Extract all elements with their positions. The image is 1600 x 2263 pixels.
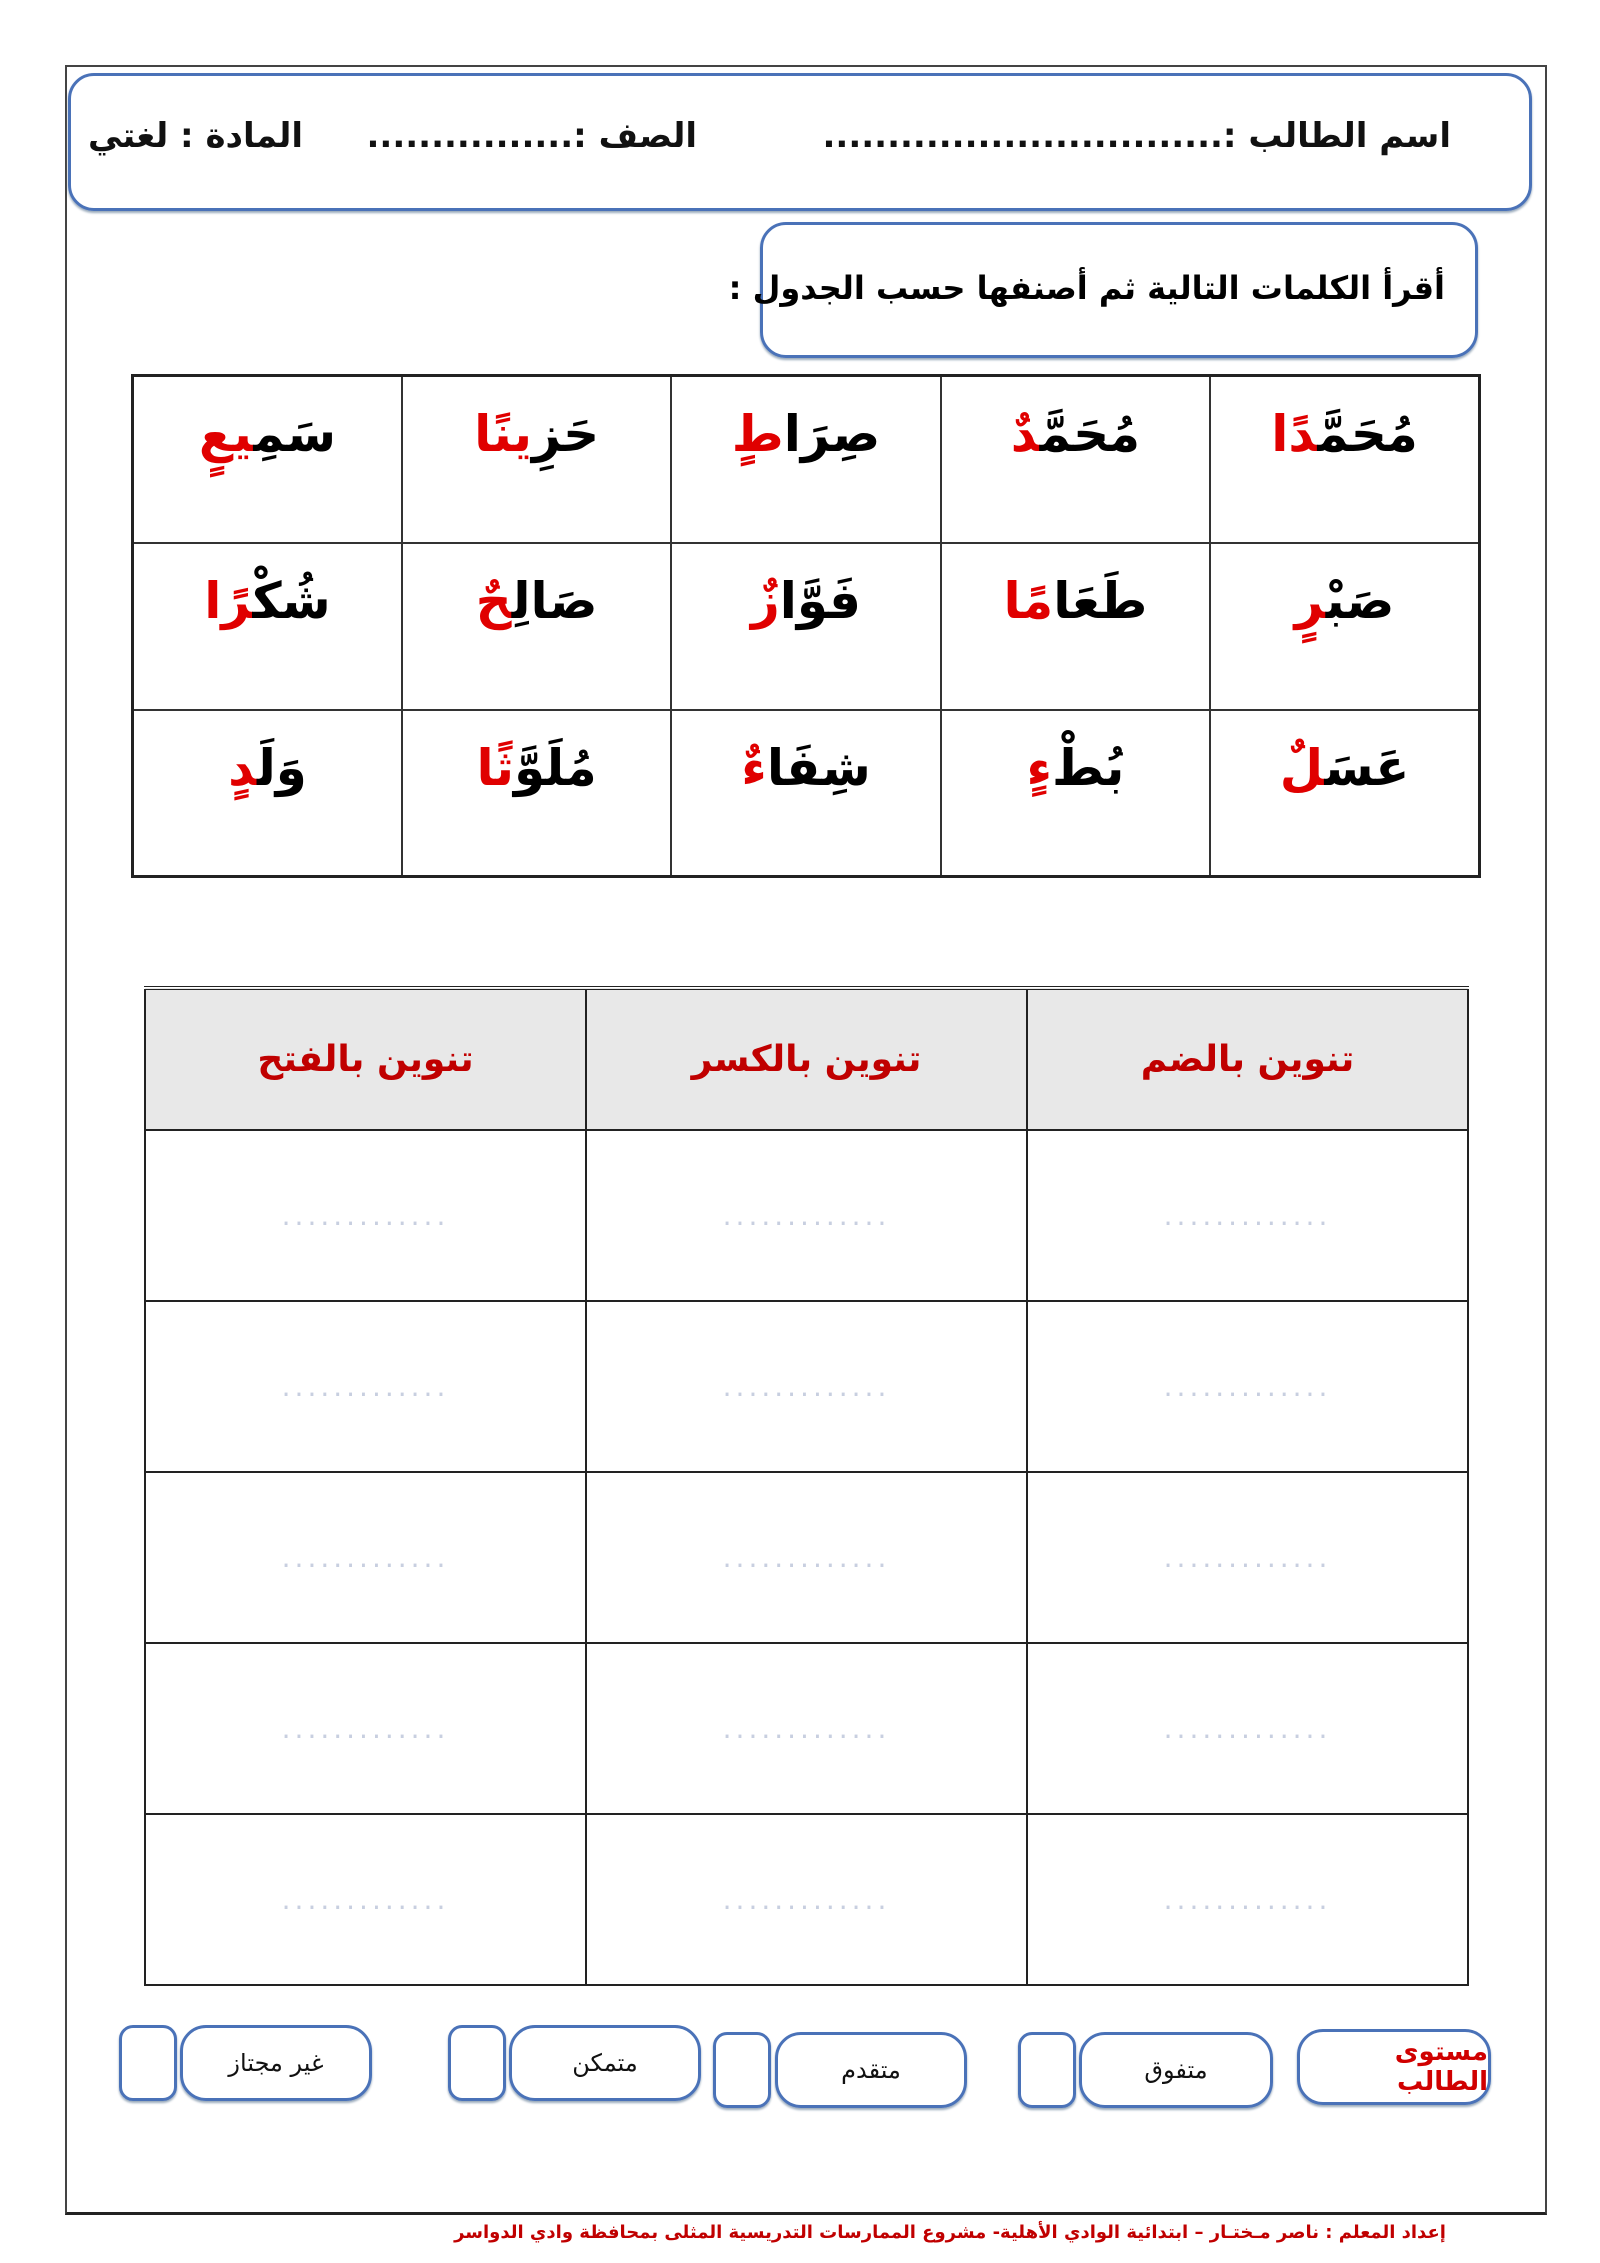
answer-row [145, 1814, 1468, 1985]
footer-credit: إعداد المعلم : ناصر مـختـار – ابتدائية الوادي الأهلية- مشروع الممارسات التدريسية المثلى بمحافظة وادي الدواسر [454, 2222, 1446, 2243]
word-stem: مُحَمَّ [1039, 405, 1141, 463]
word-stem: شُكْ [252, 571, 331, 630]
word-cell [671, 543, 940, 710]
word-ending-highlight: دٍ [228, 738, 257, 797]
answer-cell[interactable]: ............. [1027, 1814, 1468, 1985]
word-stem: مُلَوَّ [514, 738, 597, 797]
answer-cell[interactable]: ............. [586, 1643, 1027, 1814]
word-stem: صَالِ [511, 571, 598, 630]
answer-row [145, 1301, 1468, 1472]
student-level-title [1297, 2029, 1491, 2105]
student-info-box [68, 73, 1532, 211]
level-advanced [775, 2032, 967, 2108]
answer-cell[interactable]: ............. [586, 1814, 1027, 1985]
level-not-passed-label: غير مجتاز [228, 2049, 324, 2077]
word-cell [941, 543, 1210, 710]
level-not-passed [180, 2025, 372, 2101]
word-stem: عَسَ [1324, 738, 1410, 797]
word-stem: فَوَّا [779, 571, 862, 630]
word-stem: سَمِ [253, 405, 337, 463]
word-ending-highlight: يعٍ [198, 405, 254, 463]
answer-table [144, 986, 1469, 1986]
header-tanween-kasr: تنوين بالكسر [586, 988, 1027, 1130]
student-level-label: مستوى الطالب [1394, 2037, 1488, 2097]
word-cell [1210, 710, 1479, 877]
instruction-box [728, 222, 1478, 358]
level-excellent-label: متفوق [1144, 2056, 1208, 2084]
subject-label: المادة : لغتي [87, 116, 303, 156]
word-cell [1210, 376, 1479, 543]
answer-row [145, 1130, 1468, 1301]
word-ending-highlight: ءٍ [1026, 738, 1053, 797]
answer-cell[interactable]: ............. [145, 1472, 586, 1643]
answer-cell[interactable]: ............. [1027, 1130, 1468, 1301]
answer-row [145, 1472, 1468, 1643]
answer-cell[interactable]: ............. [145, 1301, 586, 1472]
header-tanween-fath: تنوين بالفتح [145, 988, 586, 1130]
answer-cell[interactable]: ............. [145, 1643, 586, 1814]
word-cell [402, 376, 671, 543]
level-proficient [509, 2025, 701, 2101]
word-ending-highlight: رًا [204, 571, 253, 630]
word-stem: طَعَا [1053, 571, 1148, 630]
answer-cell[interactable]: ............. [586, 1130, 1027, 1301]
words-row [133, 376, 1480, 543]
word-cell [941, 710, 1210, 877]
word-cell [133, 710, 402, 877]
word-cell [133, 376, 402, 543]
grade-field[interactable]: الصف :................ [366, 116, 697, 156]
word-cell [1210, 543, 1479, 710]
word-cell [133, 543, 402, 710]
level-not-passed-checkbox[interactable] [119, 2025, 177, 2101]
level-excellent [1079, 2032, 1273, 2108]
word-cell [402, 543, 671, 710]
word-ending-highlight: لٌ [1279, 738, 1325, 797]
word-stem: وَلَ [256, 738, 307, 797]
word-ending-highlight: حٌ [475, 571, 512, 630]
words-row [133, 710, 1480, 877]
answer-cell[interactable]: ............. [1027, 1472, 1468, 1643]
level-advanced-checkbox[interactable] [713, 2032, 771, 2108]
word-stem: شِفَا [766, 738, 871, 797]
level-proficient-checkbox[interactable] [448, 2025, 506, 2101]
answer-row [145, 1643, 1468, 1814]
word-ending-highlight: رٍ [1294, 571, 1326, 630]
answer-cell[interactable]: ............. [586, 1472, 1027, 1643]
word-ending-highlight: مًا [1003, 571, 1054, 630]
word-stem: صِرَا [783, 405, 881, 463]
answer-cell[interactable]: ............. [1027, 1301, 1468, 1472]
word-cell [941, 376, 1210, 543]
word-stem: بُطْ [1052, 738, 1125, 797]
word-ending-highlight: طٍ [731, 405, 784, 463]
level-proficient-label: متمكن [572, 2049, 638, 2077]
answer-cell[interactable]: ............. [145, 1130, 586, 1301]
answer-cell[interactable]: ............. [145, 1814, 586, 1985]
level-advanced-label: متقدم [841, 2056, 901, 2084]
word-ending-highlight: ءٌ [741, 738, 767, 797]
word-stem: مُحَمَّ [1317, 405, 1418, 463]
word-ending-highlight: دٌ [1010, 405, 1040, 463]
answer-cell[interactable]: ............. [586, 1301, 1027, 1472]
word-ending-highlight: ثًا [476, 738, 515, 797]
word-cell [402, 710, 671, 877]
instruction-text: أقرأ الكلمات التالية ثم أصنفها حسب الجدول : [728, 269, 1445, 307]
header-tanween-damm: تنوين بالضم [1027, 988, 1468, 1130]
level-excellent-checkbox[interactable] [1018, 2032, 1076, 2108]
words-table [131, 374, 1481, 878]
word-cell [671, 376, 940, 543]
word-ending-highlight: ينًا [474, 405, 533, 463]
word-cell [671, 710, 940, 877]
answer-cell[interactable]: ............. [1027, 1643, 1468, 1814]
word-ending-highlight: زٌ [751, 571, 780, 630]
word-ending-highlight: دًا [1271, 405, 1318, 463]
word-stem: حَزِ [532, 405, 600, 463]
student-name-field[interactable]: اسم الطالب :............................... [822, 116, 1451, 156]
words-row [133, 543, 1480, 710]
word-stem: صَبْ [1325, 571, 1395, 630]
